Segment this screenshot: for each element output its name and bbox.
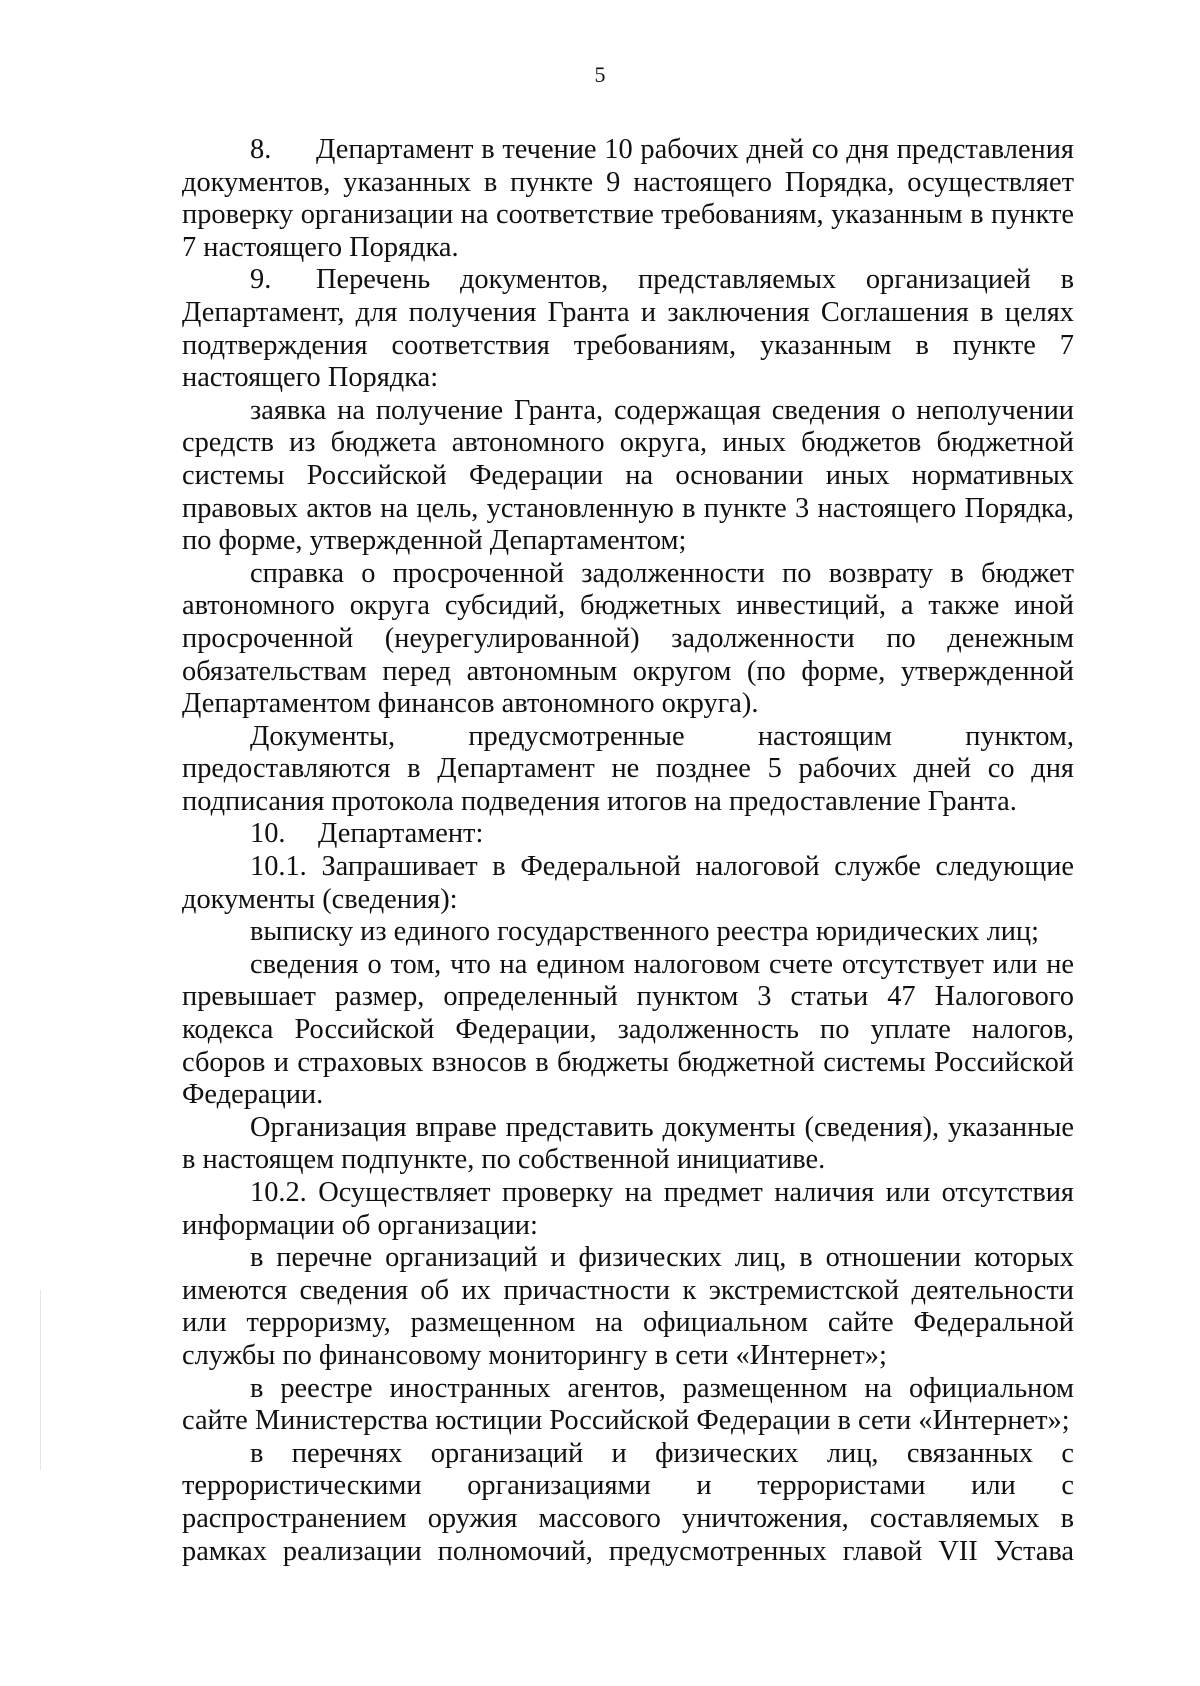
document-body [182,134,1074,1568]
paragraph-8 [182,134,1074,264]
scan-artifact-line [40,1290,41,1470]
paragraph-number: 9. [250,264,272,296]
paragraph-number: 10. [250,818,286,850]
paragraph-text: Перечень документов, представляемых организацией в Департамент, для получения Гранта и заключения Соглашения в целях подтверждения соответствия требованиям, указанным в пункте 7 настоящего Порядка: [182,264,1074,394]
paragraph-10-1: 10.1. Запрашивает в Федеральной налоговой службе следующие документы (сведения): [182,851,1074,915]
paragraph-egrul-extract: выписку из единого государственного реестра юридических лиц; [250,916,1040,948]
paragraph-own-initiative: Организация вправе представить документы (сведения), указанные в настоящем подпункте, по собственной инициативе. [182,1111,1074,1176]
paragraph-application: заявка на получение Гранта, содержащая сведения о неполучении средств из бюджета автономного округа, иных бюджетов бюджетной системы Российской Федерации на основании иных нормативных правовых актов на цель, установленную в пункте 3 настоящего Порядка, по форме, утвержденной Департаментом; [182,394,1074,557]
paragraph-terrorism-lists: в перечнях организаций и физических лиц, связанных с террористическими организациями и террористами или с распространением оружия массового уничтожения, составляемых в рамках реализации полномочий, предусмотренных главой VII Устава [182,1437,1074,1567]
paragraph-tax-account: сведения о том, что на едином налоговом счете отсутствует или не превышает размер, определенный пунктом 3 статьи 47 Налогового кодекса Российской Федерации, задолженность по уплате налогов, сборов и страховых взносов в бюджеты бюджетной системы Российской Федерации. [182,948,1074,1111]
page-number: 5 [594,62,606,87]
paragraph-10-2: 10.2. Осуществляет проверку на предмет наличия или отсутствия информации об организации: [182,1177,1074,1241]
paragraph-10 [182,818,1074,851]
paragraph-extremism-list: в перечне организаций и физических лиц, в отношении которых имеются сведения об их причастности к экстремистской деятельности или терроризму, размещенном на официальном сайте Федеральной службы по финансовому мониторингу в сети «Интернет»; [182,1242,1074,1371]
paragraph-documents-deadline: Документы, предусмотренные настоящим пунктом, предоставляются в Департамент не позднее 5 рабочих дней со дня подписания протокола подведения итогов на предоставление Гранта. [182,720,1074,817]
paragraph-text: Департамент: [318,818,484,850]
paragraph-text: Департамент в течение 10 рабочих дней со дня представления документов, указанных в пункте 9 настоящего Порядка, осуществляет проверку организации на соответствие требованиям, указанным в пункте 7 настоящего Порядка. [182,134,1074,263]
paragraph-foreign-agents: в реестре иностранных агентов, размещенном на официальном сайте Министерства юстиции Российской Федерации в сети «Интернет»; [182,1372,1074,1437]
paragraph-number: 8. [250,134,272,165]
paragraph-9 [182,264,1074,394]
paragraph-debt-certificate: справка о просроченной задолженности по возврату в бюджет автономного округа субсидий, бюджетных инвестиций, а также иной просроченной (неурегулированной) задолженности по денежным обязательствам перед автономным округом (по форме, утвержденной Департаментом финансов автономного округа). [182,557,1074,720]
